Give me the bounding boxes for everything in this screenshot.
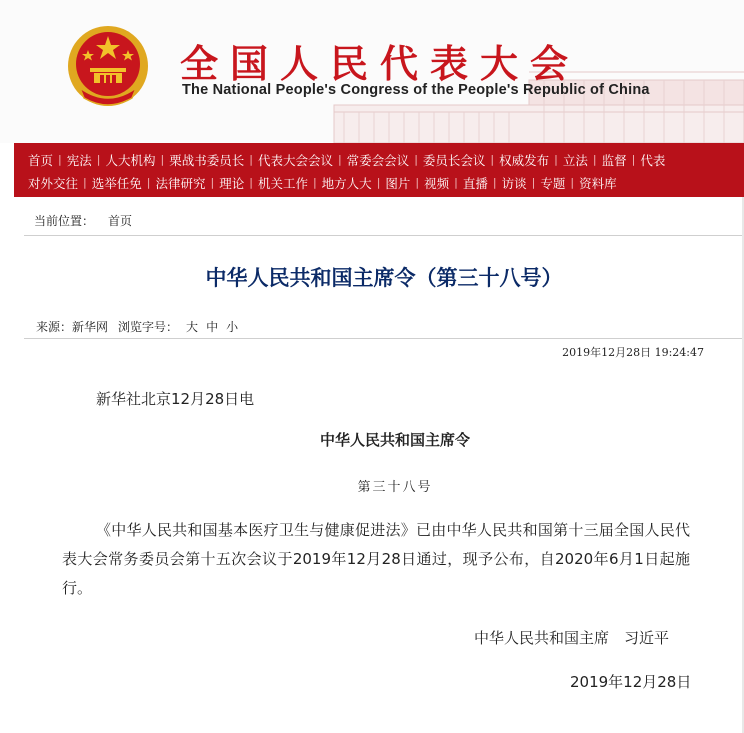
nav-item-foreign-exchanges[interactable]: 对外交往 [28,175,79,191]
breadcrumb-home-link[interactable]: 首页 [108,214,133,228]
nav-row-1 [28,148,732,171]
nav-separator: | [414,153,418,166]
nav-item-local-congress[interactable]: 地方人大 [321,175,372,191]
site-subtitle: The National People's Congress of the People's Republic of China [182,82,650,98]
nav-separator: | [312,176,317,189]
order-heading: 中华人民共和国主席令 [319,431,470,449]
nav-separator: | [454,176,458,189]
order-number: 第三十八号 [357,480,433,495]
source-label: 来源： [36,320,73,334]
nav-item-office-work[interactable]: 机关工作 [257,175,308,191]
breadcrumb-label: 当前位置： [34,214,95,228]
publish-timestamp: 2019年12月28日 19:24:47 [562,346,704,359]
nav-item-home[interactable]: 首页 [28,152,54,168]
nav-item-deputies[interactable]: 代表 [640,152,666,168]
nav-separator: | [160,153,165,166]
nav-item-archive[interactable]: 资料库 [579,175,617,191]
site-title: 全国人民代表大会 [180,41,581,86]
font-size-label: 浏览字号： [118,320,179,334]
nav-separator: | [249,153,253,166]
body-paragraph: 《中华人民共和国基本医疗卫生与健康促进法》已由中华人民共和国第十三届全国人民代表大会常务委员会第十五次会议于2019年12月28日通过，现予公布，自2020年6月1日起施行。 [62,521,690,597]
nav-item-topics[interactable]: 专题 [540,175,566,191]
nav-row-2 [28,171,732,194]
nav-separator: | [531,176,536,189]
nav-separator: | [415,176,420,189]
nav-item-legal-research[interactable]: 法律研究 [155,175,206,191]
source-name: 新华网 [72,320,109,334]
nav-separator: | [83,176,87,189]
nav-item-elections[interactable]: 选举任免 [91,175,142,191]
font-size-small[interactable]: 小 [226,320,239,334]
nav-item-video[interactable]: 视频 [424,175,450,191]
nav-separator: | [210,176,215,189]
nav-separator: | [58,153,62,166]
breadcrumb [24,206,744,236]
nav-item-interviews[interactable]: 访谈 [501,175,527,191]
font-size-large[interactable]: 大 [186,320,199,334]
sign-date: 2019年12月28日 [570,673,692,691]
nav-separator: | [492,176,497,189]
signature: 中华人民共和国主席 习近平 [474,629,670,647]
nav-item-constitution[interactable]: 宪法 [66,152,92,168]
nav-separator: | [249,176,253,189]
article-title: 中华人民共和国主席令（第三十八号） [205,265,563,290]
font-size-medium[interactable]: 中 [206,320,219,334]
nav-separator: | [631,153,636,166]
nav-separator: | [337,153,342,166]
nav-item-standing-committee[interactable]: 常委会会议 [346,152,410,168]
main-nav [14,143,744,197]
dateline: 新华社北京12月28日电 [96,390,255,408]
nav-item-chairmen-council[interactable]: 委员长会议 [422,152,486,168]
national-emblem-icon [66,24,150,108]
nav-item-releases[interactable]: 权威发布 [499,152,550,168]
nav-item-congress-sessions[interactable]: 代表大会会议 [257,152,333,168]
nav-separator: | [570,176,575,189]
nav-separator: | [490,153,495,166]
nav-item-pictures[interactable]: 图片 [385,175,411,191]
nav-separator: | [376,176,381,189]
nav-separator: | [96,153,101,166]
article-meta [24,315,744,339]
nav-separator: | [592,153,597,166]
nav-item-supervision[interactable]: 监督 [601,152,627,168]
nav-separator: | [146,176,151,189]
nav-item-npc-organs[interactable]: 人大机构 [105,152,156,168]
nav-item-theory[interactable]: 理论 [219,175,245,191]
nav-item-chairman[interactable]: 栗战书委员长 [169,152,245,168]
nav-separator: | [554,153,558,166]
nav-item-live[interactable]: 直播 [462,175,488,191]
nav-item-legislation[interactable]: 立法 [562,152,588,168]
site-header [0,0,744,143]
